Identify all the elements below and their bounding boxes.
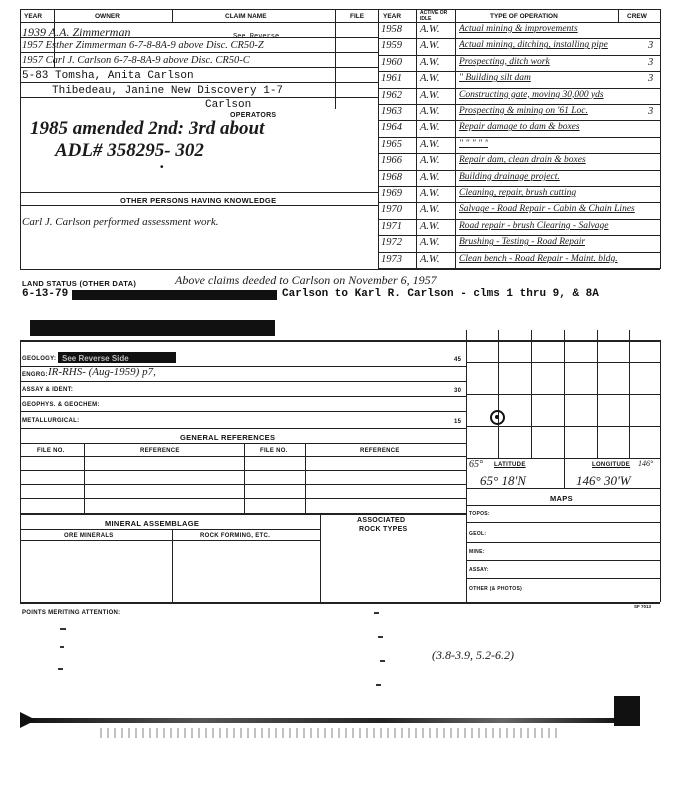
operation-status: A.W. (420, 253, 440, 265)
owner-row-4: 5-83 Tomsha, Anita Carlson (22, 70, 194, 82)
operation-type: Repair dam, clean drain & boxes (459, 155, 586, 166)
maps-geol: GEOL: (469, 531, 487, 537)
redaction-bar (30, 320, 275, 336)
header-type-of-operation: TYPE OF OPERATION (490, 13, 558, 20)
operation-year: 1971 (381, 220, 402, 232)
speckle (380, 660, 385, 662)
owner-row-3: 1957 Carl J. Carlson 6-7-8-8A-9 above Disc. CR50-C (22, 55, 250, 66)
maps-label: MAPS (550, 494, 573, 503)
operation-year: 1969 (381, 188, 402, 199)
operation-row-divider (378, 235, 660, 236)
scan-black-block (614, 696, 640, 726)
operation-status: A.W. (420, 56, 440, 68)
ore-minerals-label: ORE MINERALS (64, 533, 114, 539)
header-active-or-idle: ACTIVE OR IDLE (420, 10, 448, 22)
operation-year: 1960 (381, 56, 402, 68)
operation-type: Cleaning, repair, brush cutting (459, 188, 577, 198)
operation-year: 1959 (381, 40, 402, 52)
operation-crew: 3 (648, 106, 654, 117)
operation-row-divider (378, 88, 660, 89)
operation-status: A.W. (420, 24, 440, 35)
operation-status: A.W. (420, 73, 440, 85)
operation-status: A.W. (420, 237, 440, 249)
scan-noise-band (22, 718, 622, 723)
operation-type: " Building silt dam (459, 73, 531, 84)
operation-row-divider (378, 153, 660, 154)
operation-status: A.W. (420, 106, 440, 117)
operation-status: A.W. (420, 122, 440, 134)
operation-row-divider (378, 120, 660, 121)
speckle (58, 668, 63, 670)
operation-year: 1973 (381, 253, 402, 265)
ref-header-file-no-1: FILE NO. (37, 448, 65, 454)
operation-type: " " " " " (459, 138, 489, 149)
land-status-text: Above claims deeded to Carlson on November 6, 1957 (175, 273, 437, 287)
speckle (374, 612, 379, 614)
maps-mine: MINE: (469, 549, 485, 555)
amended-note: 1985 amended 2nd: 3rd about (30, 118, 265, 139)
dot-mark: • (160, 162, 164, 173)
rock-forming-label: ROCK FORMING, ETC. (200, 533, 271, 539)
land-status-date: 6-13-79 (22, 288, 69, 300)
geophys-label: GEOPHYS. & GEOCHEM: (22, 402, 100, 408)
operation-year: 1970 (381, 204, 402, 216)
latitude-value: 65° 18'N (480, 473, 526, 488)
grid-number-15: 15 (454, 419, 462, 425)
operation-status: A.W. (420, 220, 440, 232)
operation-type: Prospecting, ditch work (459, 56, 550, 67)
speckle (376, 684, 381, 686)
operation-crew: 3 (648, 73, 654, 85)
adl-number: ADL# 358295- 302 (55, 140, 204, 161)
speckle (378, 636, 383, 638)
maps-topos: TOPOS: (469, 511, 490, 517)
owner-row-2: 1957 Esther Zimmerman 6-7-8-8A-9 above Disc. CR50-Z (22, 40, 264, 51)
ref-header-file-no-2: FILE NO. (260, 448, 288, 454)
redaction-bar (72, 290, 277, 300)
operation-status: A.W. (420, 155, 440, 167)
operation-row-divider (378, 186, 660, 187)
assay-label: ASSAY & IDENT: (22, 387, 74, 393)
header-year-2: YEAR (383, 13, 402, 20)
header-claim-name: CLAIM NAME (225, 13, 267, 20)
operation-type: Road repair - brush Clearing - Salvage (459, 220, 609, 231)
operation-row-divider (378, 202, 660, 203)
operation-row-divider (378, 219, 660, 220)
ref-header-reference-2: REFERENCE (360, 448, 400, 454)
operation-type: Building drainage project. (459, 171, 560, 182)
latitude-prefix: 65° (469, 459, 483, 470)
operation-year: 1965 (381, 138, 402, 150)
associated-label: ASSOCIATED (357, 517, 406, 524)
general-references-label: GENERAL REFERENCES (180, 433, 276, 442)
owner-row-5: Thibedeau, Janine New Discovery 1-7 (52, 85, 284, 97)
points-label: POINTS MERITING ATTENTION: (22, 610, 121, 616)
operation-row-divider (378, 170, 660, 171)
geology-value: See Reverse Side (62, 354, 129, 363)
longitude-label: LONGITUDE (592, 462, 631, 468)
latitude-label: LATITUDE (494, 462, 526, 468)
maps-other: OTHER (& PHOTOS) (469, 586, 523, 592)
see-reverse-note: See Reverse (233, 33, 280, 41)
grid-number-45: 45 (454, 357, 462, 363)
form-number: SF 7013 (634, 604, 652, 609)
operation-status: A.W. (420, 188, 440, 199)
owner-row-1: 1939 A.A. Zimmerman (22, 25, 131, 39)
operation-type: Actual mining & improvements (459, 24, 578, 34)
operation-year: 1966 (381, 155, 402, 167)
operation-type: Salvage - Road Repair - Cabin & Chain Lines (459, 204, 635, 215)
operation-status: A.W. (420, 171, 440, 183)
operation-row-divider (378, 137, 660, 138)
operation-row-divider (378, 38, 660, 39)
scan-arrow (20, 712, 36, 728)
operation-crew: 3 (648, 56, 654, 68)
operation-status: A.W. (420, 40, 440, 52)
operation-type: Prospecting & mining on '61 Loc. (459, 106, 588, 116)
speckle (60, 628, 66, 630)
mineral-assemblage-label: MINERAL ASSEMBLAGE (105, 519, 200, 528)
maps-assay: ASSAY: (469, 567, 489, 573)
grid-number-30: 30 (454, 388, 462, 394)
operation-year: 1964 (381, 122, 402, 134)
operation-year: 1961 (381, 73, 402, 85)
scan-noise-dots (100, 728, 560, 738)
operation-row-divider (378, 104, 660, 105)
header-file: FILE (350, 13, 365, 20)
engrg-value: IR-RHS- (Aug-1959) p7, (48, 366, 156, 378)
others-text: Carl J. Carlson performed assessment work. (22, 216, 219, 228)
longitude-value: 146° 30'W (576, 473, 631, 488)
operation-year: 1963 (381, 106, 402, 117)
operators-label: OPERATORS (230, 112, 277, 119)
others-label: OTHER PERSONS HAVING KNOWLEDGE (120, 196, 277, 205)
operation-type: Brushing - Testing - Road Repair (459, 237, 586, 248)
rock-types-label: ROCK TYPES (359, 526, 408, 533)
operation-year: 1968 (381, 171, 402, 183)
header-year: YEAR (24, 13, 43, 20)
operation-row-divider (378, 55, 660, 56)
operation-type: Clean bench - Road Repair - Maint. bldg. (459, 253, 618, 264)
operation-row-divider (378, 71, 660, 72)
land-status-transfer: Carlson to Karl R. Carlson - clms 1 thru 9, & 8A (282, 288, 599, 300)
operation-status: A.W. (420, 89, 440, 101)
operation-year: 1958 (381, 24, 402, 35)
header-owner: OWNER (95, 13, 120, 20)
operation-year: 1962 (381, 89, 402, 101)
operation-crew: 3 (648, 40, 654, 52)
location-dot-icon (495, 415, 499, 419)
operation-status: A.W. (420, 138, 440, 150)
speckle (60, 646, 64, 648)
operation-status: A.W. (420, 204, 440, 216)
operation-type: Repair damage to dam & boxes (459, 122, 580, 133)
geology-label: GEOLOGY: (22, 356, 57, 362)
metallurgical-label: METALLURGICAL: (22, 418, 80, 424)
header-crew: CREW (627, 13, 647, 20)
operation-type: Actual mining, ditching, installing pipe (459, 40, 608, 51)
operation-type: Constructing gate, moving 30,000 yds (459, 89, 604, 100)
land-status-label: LAND STATUS (OTHER DATA) (22, 279, 137, 288)
operation-row-divider (378, 252, 660, 253)
carlson-note: Carlson (205, 99, 252, 111)
coordinates-note: (3.8-3.9, 5.2-6.2) (432, 648, 514, 662)
engrg-label: ENGRG: (22, 372, 48, 378)
longitude-suffix: 146° (638, 459, 654, 468)
operation-year: 1972 (381, 237, 402, 249)
ref-header-reference-1: REFERENCE (140, 448, 180, 454)
